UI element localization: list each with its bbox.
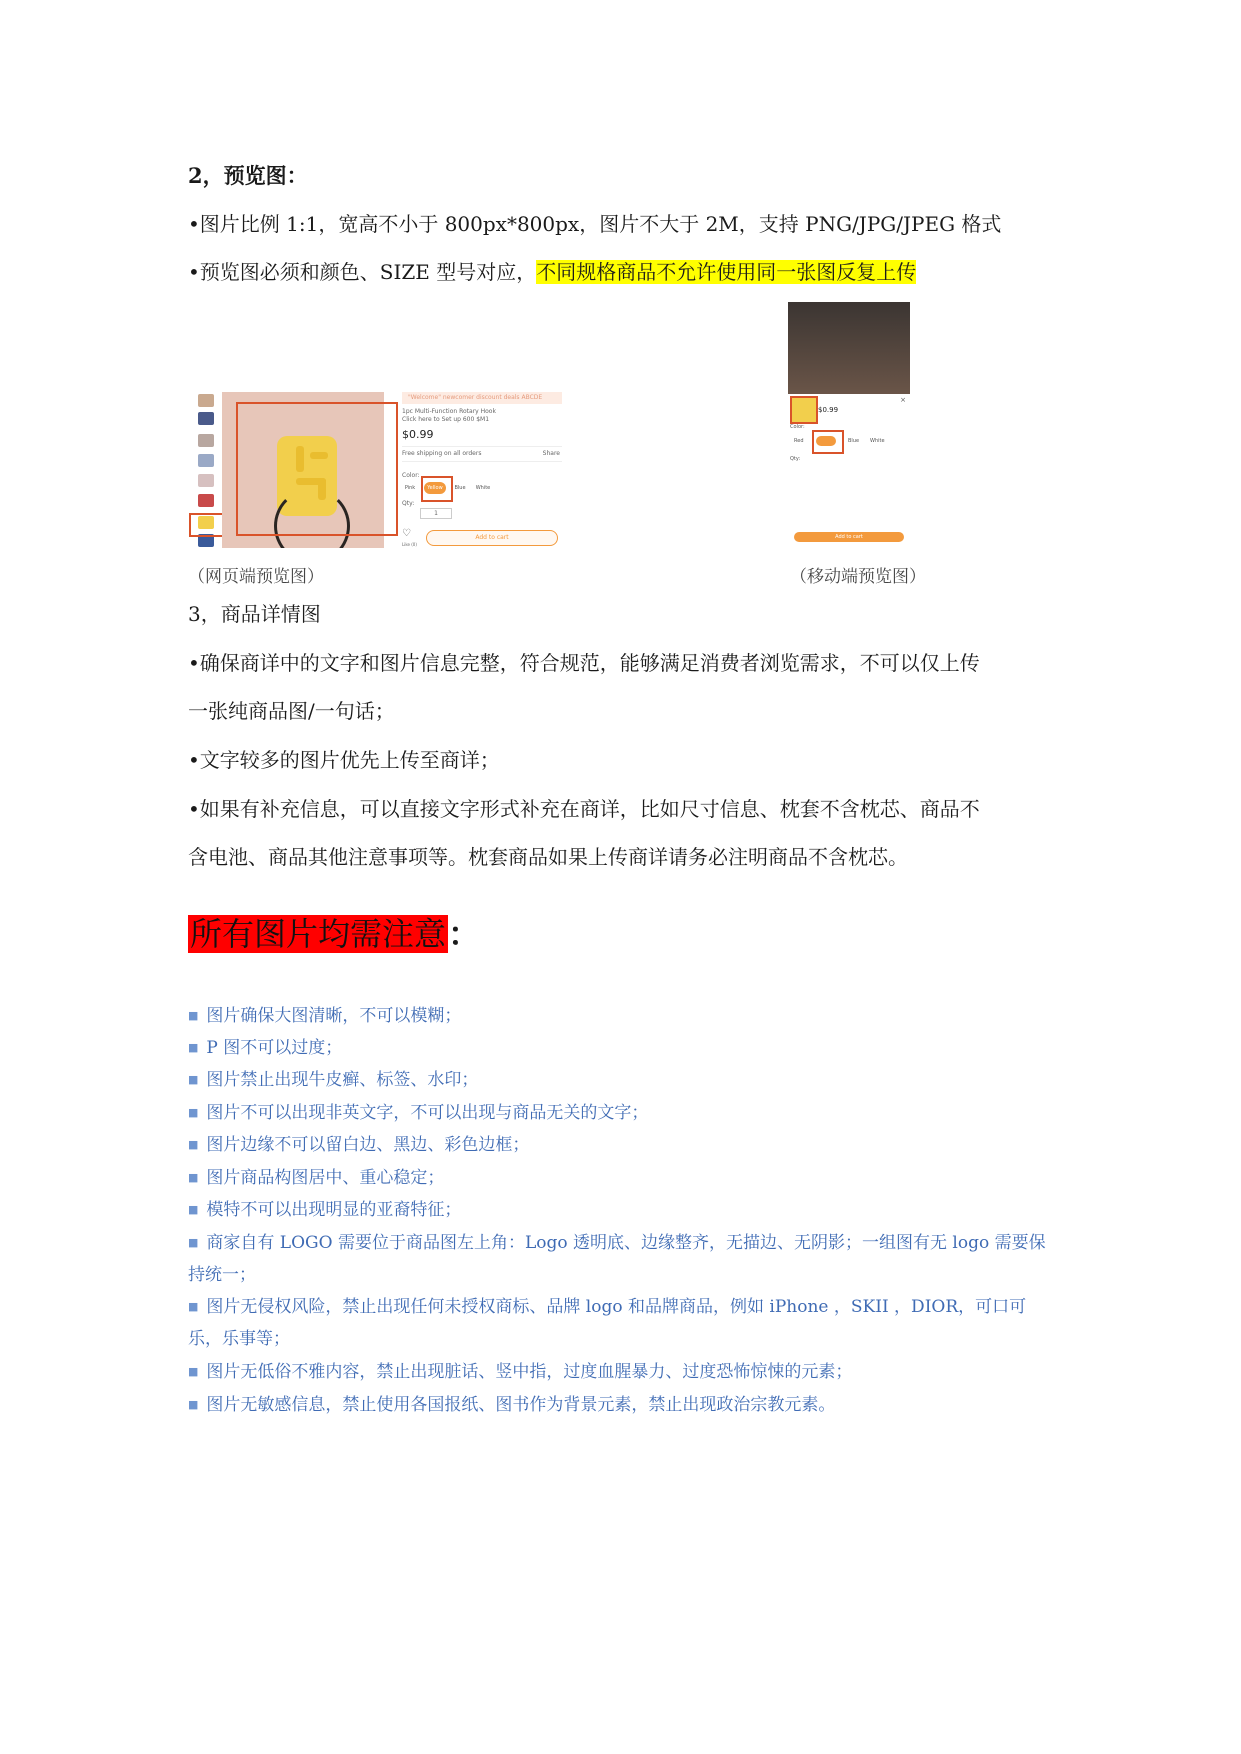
note-item: ■ 图片不可以出现非英文字，不可以出现与商品无关的文字； [188, 1103, 649, 1123]
detail-rule-2: •文字较多的图片优先上传至商详； [188, 748, 500, 772]
mobile-preview-image [788, 302, 910, 546]
qty-label: Qty: [402, 500, 415, 507]
mobile-color-label: Color: [790, 424, 805, 430]
thumbnail [198, 454, 214, 467]
promo-banner: "Welcome" newcomer discount deals ABCDE [402, 392, 562, 404]
notes-title-colon: ： [448, 915, 481, 953]
note-item: ■ 图片无低俗不雅内容，禁止出现脏话、竖中指，过度血腥暴力、过度恐怖惊悚的元素； [188, 1362, 853, 1382]
detail-rule-3-line-2: 含电池、商品其他注意事项等。枕套商品如果上传商详请务必注明商品不含枕芯。 [188, 845, 908, 869]
notes-title [188, 910, 480, 958]
highlighted-warning: 不同规格商品不允许使用同一张图反复上传 [536, 260, 917, 284]
web-preview-caption: （网页端预览图） [188, 567, 324, 587]
add-to-cart-button[interactable]: Add to cart [426, 530, 558, 546]
note-item: ■ 图片禁止出现牛皮癣、标签、水印； [188, 1070, 479, 1090]
mobile-sku-sheet [788, 394, 910, 546]
note-item: ■ 图片商品构图居中、重心稳定； [188, 1168, 445, 1188]
heart-icon[interactable]: ♡ [402, 528, 411, 539]
detail-rule-3-line-1: •如果有补充信息，可以直接文字形式补充在商详，比如尺寸信息、枕套不含枕芯、商品不 [188, 797, 980, 821]
selected-color-frame [421, 476, 453, 502]
mobile-price: $0.99 [818, 406, 839, 414]
mobile-selected-color-frame [812, 430, 844, 454]
note-item: ■ 图片无敏感信息，禁止使用各国报纸、图书作为背景元素，禁止出现政治宗教元素。 [188, 1395, 836, 1415]
main-image-highlight-frame [236, 402, 398, 536]
preview-match-rule-text: •预览图必须和颜色、SIZE 型号对应， [188, 260, 537, 284]
shipping-text: Free shipping on all orders [402, 450, 482, 457]
mobile-color-option[interactable]: White [870, 438, 885, 444]
mobile-qty-label: Qty: [790, 456, 801, 462]
detail-rule-1-line-2: 一张纯商品图/一句话； [188, 699, 395, 723]
section-3-heading: 3，商品详情图 [188, 602, 321, 626]
mobile-add-to-cart-button[interactable]: Add to cart [794, 532, 904, 542]
mobile-product-photo [788, 302, 910, 394]
note-item: ■ 图片确保大图清晰，不可以模糊； [188, 1006, 462, 1026]
note-item: ■ 图片无侵权风险，禁止出现任何未授权商标、品牌 logo 和品牌商品，例如 iPhone ，SKII ，DIOR，可口可乐，乐事等； [188, 1297, 1027, 1349]
note-item: ■ 模特不可以出现明显的亚裔特征； [188, 1200, 462, 1220]
thumbnail [198, 412, 214, 425]
share-label: Share [542, 450, 560, 457]
color-label: Color: [402, 472, 420, 479]
preview-ratio-rule: •图片比例 1:1，宽高不小于 800px*800px，图片不大于 2M，支持 PNG/JPG/JPEG 格式 [188, 212, 1002, 236]
notes-title-text: 所有图片均需注意 [190, 915, 447, 953]
thumbnail [198, 474, 214, 487]
product-price: $0.99 [402, 428, 434, 441]
detail-rule-1-line-1: •确保商详中的文字和图片信息完整，符合规范，能够满足消费者浏览需求，不可以仅上传 [188, 651, 980, 675]
thumbnail [198, 494, 214, 507]
color-option[interactable]: Blue [454, 485, 466, 491]
color-option[interactable]: Pink [404, 485, 416, 491]
color-option-selected[interactable]: Yellow [424, 482, 446, 494]
preview-match-rule [188, 258, 916, 286]
mobile-preview-caption: （移动端预览图） [790, 567, 926, 587]
mobile-sku-thumbnail [790, 396, 818, 424]
note-item: ■ 商家自有 LOGO 需要位于商品图左上角：Logo 透明底、边缘整齐，无描边、无阴影；一组图有无 logo 需要保持统一； [188, 1233, 1046, 1285]
thumbnail [198, 434, 214, 447]
qty-stepper[interactable]: 1 [420, 508, 452, 519]
note-item: ■ 图片边缘不可以留白边、黑边、彩色边框； [188, 1135, 530, 1155]
section-2-heading: 2，预览图： [188, 163, 308, 188]
mobile-color-option[interactable]: Blue [848, 438, 860, 444]
thumbnail-strip [188, 392, 216, 548]
product-title: 1pc Multi-Function Rotary Hook Click here to Set up 600 $M1 [402, 408, 496, 423]
color-option[interactable]: White [475, 485, 491, 491]
like-label: Like (0) [402, 542, 417, 547]
thumbnail [198, 394, 214, 407]
close-icon[interactable]: × [900, 396, 906, 404]
mobile-color-option[interactable]: Red [794, 438, 804, 444]
shipping-row [402, 446, 562, 462]
note-item: ■ P 图不可以过度； [188, 1038, 343, 1058]
product-info-panel [402, 392, 562, 548]
